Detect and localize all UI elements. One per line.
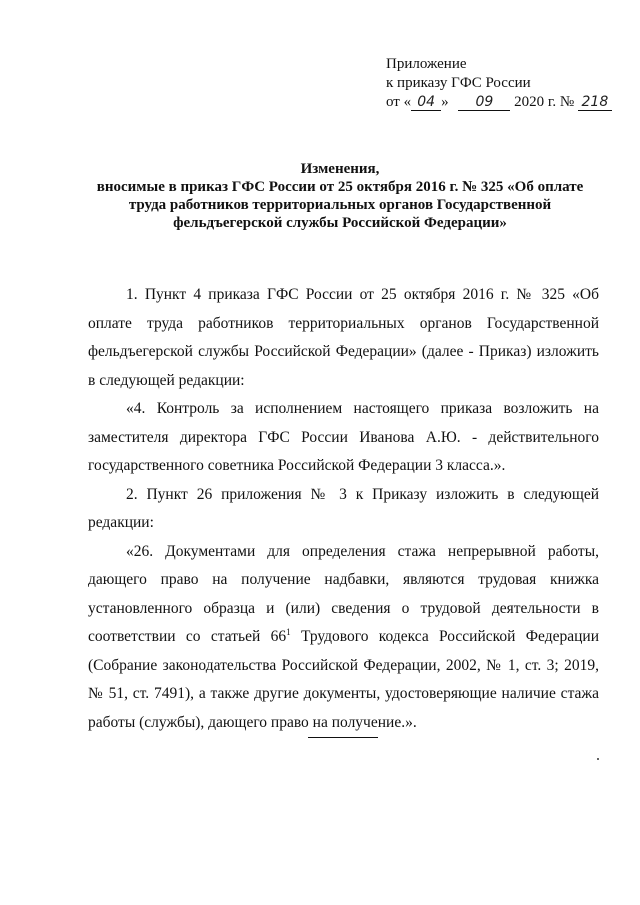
end-separator-line xyxy=(308,737,378,738)
year-text: 2020 г. № xyxy=(510,94,578,110)
paragraph-4-part-2: Трудового кодекса Российской Федерации (Собрание законодательства Российской Федерации, 2002, № 1, ст. 3; 2019, № 51, ст. 7491), а также другие документы, удостоверяющие наличие стажа работы (службы), дающего право на получение.». xyxy=(88,628,599,731)
superscript-article: 1 xyxy=(286,626,291,637)
document-body xyxy=(88,281,599,737)
date-mid: » xyxy=(441,94,453,110)
appendix-header xyxy=(386,55,626,112)
paragraph-2: «4. Контроль за исполнением настоящего приказа возложить на заместителя директора ГФС России Иванова А.Ю. - действительного государственного советника Российской Федерации 3 класса.». xyxy=(88,400,599,474)
title-line-2: вносимые в приказ ГФС России от 25 октября 2016 г. № 325 «Об оплате xyxy=(96,179,584,195)
paragraph-4-part-1: «26. Документами для определения стажа непрерывной работы, дающего право на получение надбавки, являются трудовая книжка установленного образца и (или) сведения о трудовой деятельности в соответствии со статьей 66 xyxy=(88,542,599,645)
title-line-3: труда работников территориальных органов Государственной xyxy=(128,197,552,213)
scan-speck xyxy=(597,758,599,760)
document-title xyxy=(70,160,610,232)
paragraph-4 xyxy=(88,538,599,738)
date-prefix: от « xyxy=(386,94,412,110)
title-line-1: Изменения, xyxy=(300,161,380,177)
appendix-order-ref: к приказу ГФС России xyxy=(386,75,531,91)
handwritten-order-number: 218 xyxy=(578,94,612,111)
handwritten-month: 09 xyxy=(458,94,510,111)
paragraph-3: 2. Пункт 26 приложения № 3 к Приказу изложить в следующей редакции: xyxy=(88,485,599,531)
appendix-date-line xyxy=(386,93,626,112)
appendix-label: Приложение xyxy=(386,56,467,72)
handwritten-day: 04 xyxy=(411,94,441,111)
title-line-4: фельдъегерской службы Российской Федерации» xyxy=(173,215,507,231)
paragraph-1: 1. Пункт 4 приказа ГФС России от 25 октября 2016 г. № 325 «Об оплате труда работников территориальных органов Государственной фельдъегерской службы Российской Федерации» (далее - Приказ) изложить в следующей редакции: xyxy=(88,286,599,389)
